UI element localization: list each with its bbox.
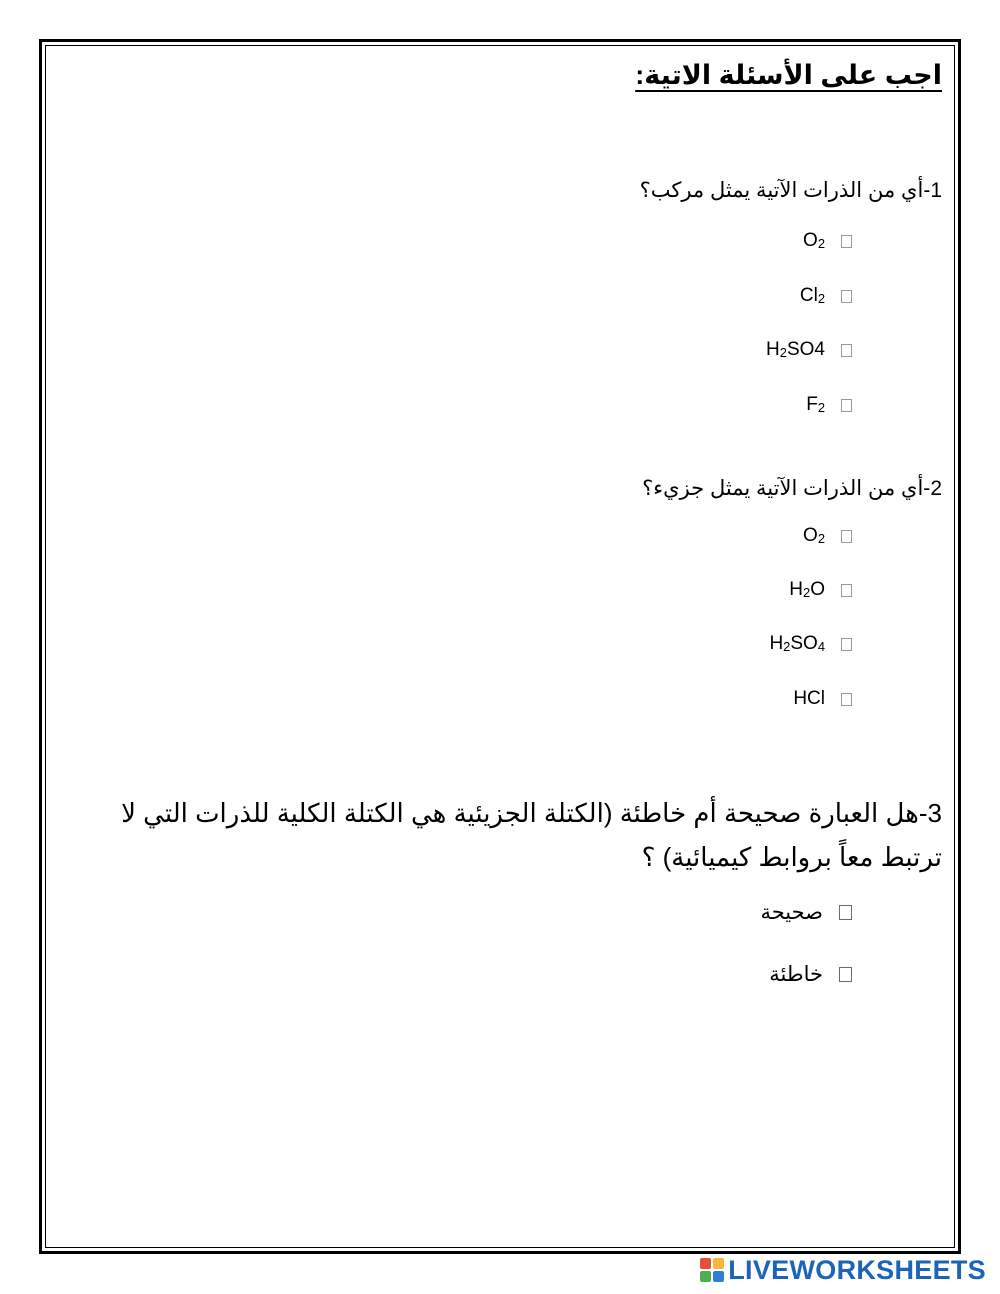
- q2-option-2-label: $H_2O$: [789, 579, 825, 600]
- liveworksheets-wordmark: LIVEWORKSHEETS: [728, 1254, 986, 1285]
- question-2-text: 2-أي من الذرات الآتية يمثل جزيء؟: [642, 477, 942, 500]
- q1-option-4-checkbox[interactable]: [841, 399, 852, 412]
- q1-option-1-label: $O_2$: [803, 230, 825, 251]
- q1-option-2[interactable]: [800, 285, 852, 307]
- q1-option-4[interactable]: [806, 394, 852, 416]
- q3-option-true-label: صحيحة: [760, 901, 823, 924]
- q2-option-2[interactable]: [789, 579, 852, 601]
- q1-option-2-checkbox[interactable]: [841, 290, 852, 303]
- question-1-text: 1-أي من الذرات الآتية يمثل مركب؟: [639, 179, 942, 202]
- q1-option-3-checkbox[interactable]: [841, 344, 852, 357]
- q3-option-false-checkbox[interactable]: [839, 967, 852, 982]
- q1-option-2-label: $Cl_2$: [799, 285, 825, 306]
- q2-option-3[interactable]: [769, 633, 852, 655]
- q3-option-false-label: خاطئة: [769, 963, 823, 986]
- q2-option-4-checkbox[interactable]: [841, 693, 852, 706]
- q2-option-1-label: $O_2$: [803, 525, 825, 546]
- q1-option-4-label: $F_2$: [806, 394, 825, 415]
- q2-option-3-label: $H_2SO_4$: [769, 633, 825, 654]
- q1-option-1[interactable]: [803, 230, 852, 252]
- q3-option-true-checkbox[interactable]: [839, 905, 852, 920]
- q2-option-4[interactable]: [793, 688, 852, 710]
- worksheet-title: اجب على الأسئلة الاتية:: [635, 60, 942, 90]
- q2-option-1-checkbox[interactable]: [841, 530, 852, 543]
- question-3-text: 3-هل العبارة صحيحة أم خاطئة (الكتلة الجزيئية هي الكتلة الكلية للذرات التي لا ترتبط معاً بروابط كيميائية) ؟: [121, 798, 942, 872]
- liveworksheets-logo: [700, 1254, 986, 1286]
- q3-option-false[interactable]: [769, 962, 852, 987]
- liveworksheets-icon: [700, 1258, 724, 1282]
- q1-option-3-label: $H_2SO4$: [766, 339, 825, 360]
- q2-option-2-checkbox[interactable]: [841, 584, 852, 597]
- q1-option-3[interactable]: [766, 339, 852, 361]
- q2-option-1[interactable]: [803, 525, 852, 547]
- q2-option-4-label: HCl: [793, 688, 825, 709]
- q1-option-1-checkbox[interactable]: [841, 235, 852, 248]
- q3-option-true[interactable]: [760, 900, 852, 925]
- q2-option-3-checkbox[interactable]: [841, 638, 852, 651]
